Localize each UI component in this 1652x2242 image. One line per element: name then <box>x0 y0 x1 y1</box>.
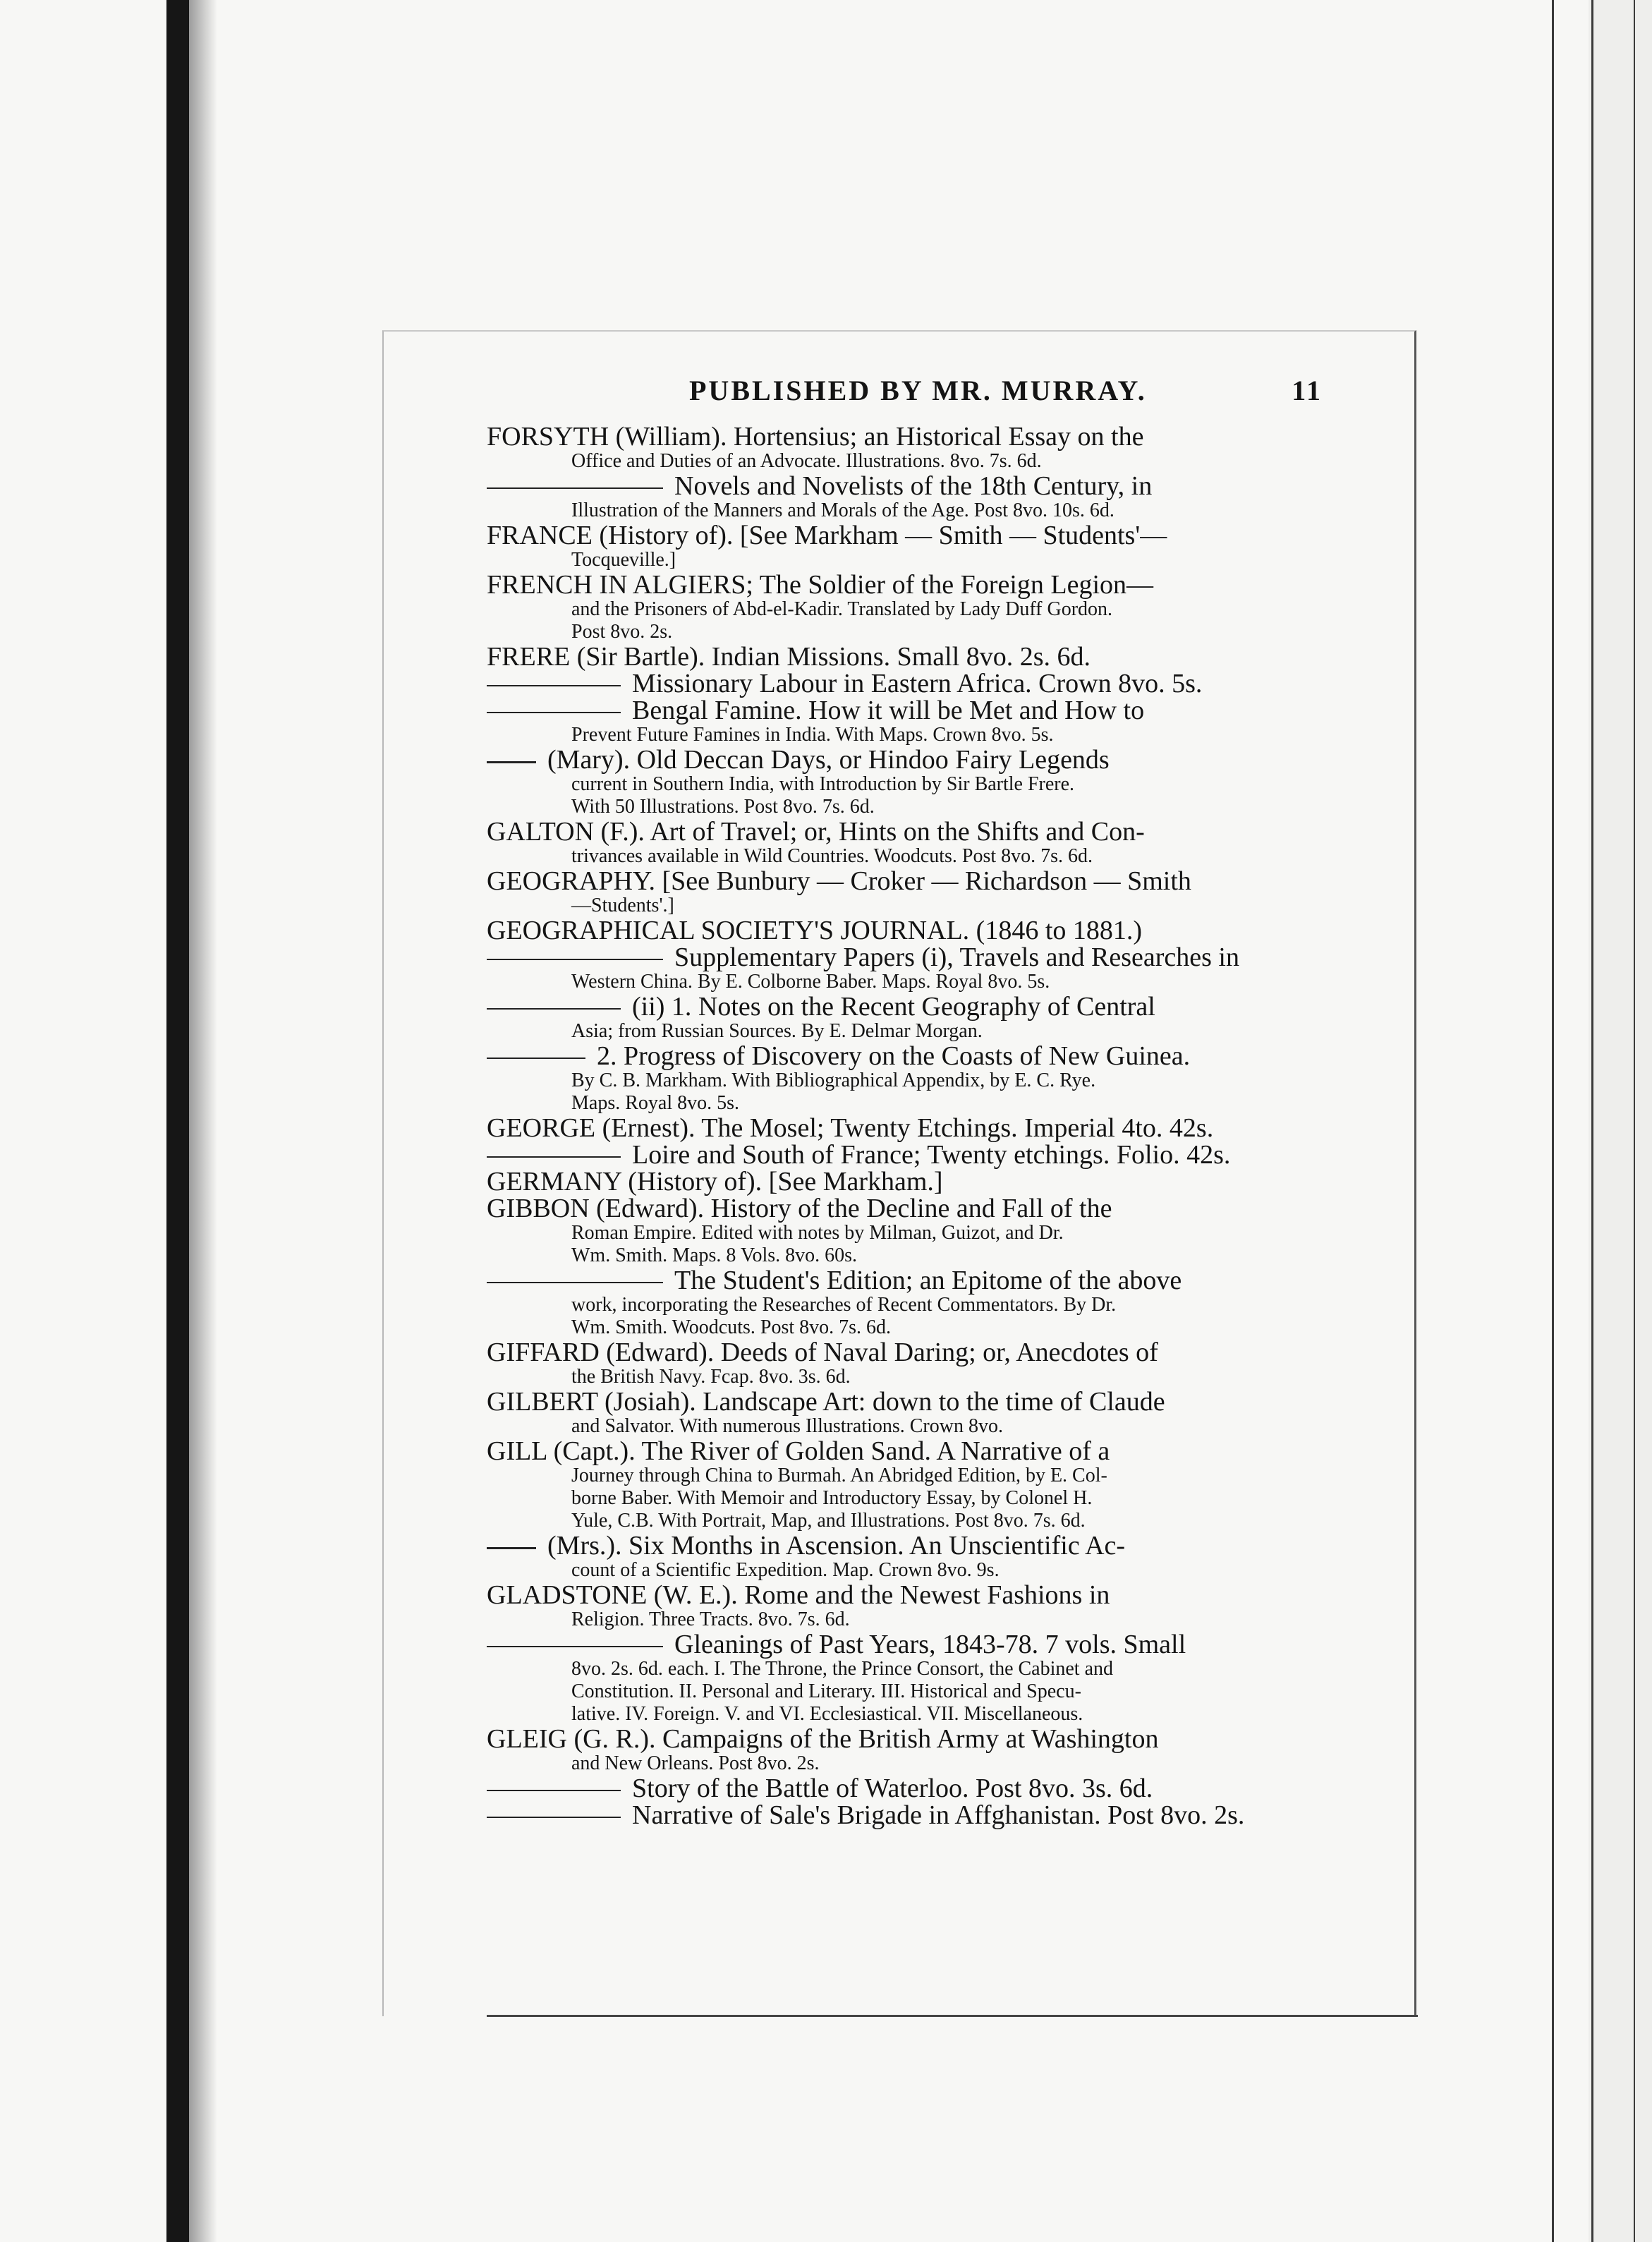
entry-heading: GILL (Capt.). The River of Golden Sand. A Narrative of a <box>487 1436 1110 1466</box>
entry-heading: GEOGRAPHICAL SOCIETY'S JOURNAL. (1846 to 1881.) <box>487 916 1143 945</box>
entry-heading: Supplementary Papers (i), Travels and Researches in <box>674 943 1239 972</box>
entry-heading: FORSYTH (William). Hortensius; an Historical Essay on the <box>487 422 1144 452</box>
entry-heading: FRANCE (History of). [See Markham — Smith — Students'— <box>487 521 1167 550</box>
catalogue-entry <box>487 423 1326 473</box>
entry-detail: Roman Empire. Edited with notes by Milman, Guizot, and Dr. <box>571 1222 1064 1244</box>
entry-heading: GIFFARD (Edward). Deeds of Naval Daring; or, Anecdotes of <box>487 1338 1158 1367</box>
entry-detail: Constitution. II. Personal and Literary. III. Historical and Specu- <box>571 1680 1081 1702</box>
entry-detail: Office and Duties of an Advocate. Illustrations. 8vo. 7s. 6d. <box>571 450 1042 472</box>
entry-detail: 8vo. 2s. 6d. each. I. The Throne, the Prince Consort, the Cabinet and <box>571 1658 1114 1680</box>
entry-detail: and the Prisoners of Abd-el-Kadir. Translated by Lady Duff Gordon. <box>571 598 1113 620</box>
catalogue-entry <box>487 1267 1326 1339</box>
ditto-rule <box>487 761 536 763</box>
catalogue-entry <box>487 1726 1326 1775</box>
entry-detail: —Students'.] <box>571 895 674 916</box>
catalogue-entry <box>487 1802 1326 1829</box>
entry-detail: Wm. Smith. Woodcuts. Post 8vo. 7s. 6d. <box>571 1316 892 1338</box>
entry-heading: GALTON (F.). Art of Travel; or, Hints on the Shifts and Con- <box>487 817 1145 847</box>
catalogue-page <box>487 374 1326 1829</box>
ditto-rule <box>487 1156 621 1158</box>
catalogue-entry <box>487 1532 1326 1582</box>
running-title: PUBLISHED BY MR. MURRAY. <box>689 375 1147 406</box>
page-edge-line <box>1552 0 1554 2242</box>
running-header <box>487 374 1326 423</box>
catalogue-entry <box>487 1388 1326 1438</box>
ditto-rule <box>487 959 663 960</box>
catalogue-entry <box>487 917 1326 944</box>
book-spine-shadow <box>166 0 189 2242</box>
entry-detail: the British Navy. Fcap. 8vo. 3s. 6d. <box>571 1366 851 1388</box>
catalogue-entry <box>487 868 1326 917</box>
catalogue-entry <box>487 1582 1326 1631</box>
catalogue-entry <box>487 1775 1326 1802</box>
catalogue-entry <box>487 1195 1326 1267</box>
entry-heading: GILBERT (Josiah). Landscape Art: down to the time of Claude <box>487 1387 1165 1417</box>
page-number: 11 <box>1292 375 1323 406</box>
page-edge-line <box>1634 0 1635 2242</box>
catalogue-entry <box>487 1168 1326 1195</box>
ditto-rule <box>487 1008 621 1010</box>
entry-heading: GERMANY (History of). [See Markham.] <box>487 1167 943 1196</box>
entry-detail: trivances available in Wild Countries. Woodcuts. Post 8vo. 7s. 6d. <box>571 845 1093 867</box>
ditto-rule <box>487 1646 663 1647</box>
entry-heading: (Mary). Old Deccan Days, or Hindoo Fairy Legends <box>547 745 1110 775</box>
entry-heading: Missionary Labour in Eastern Africa. Crown 8vo. 5s. <box>632 669 1203 698</box>
catalogue-entry <box>487 1631 1326 1726</box>
entry-detail: current in Southern India, with Introduction by Sir Bartle Frere. <box>571 773 1075 795</box>
ditto-rule <box>487 1790 621 1791</box>
catalogue-entry <box>487 697 1326 746</box>
leaf-bottom-rule <box>487 2015 1418 2017</box>
catalogue-entry <box>487 571 1326 643</box>
ditto-rule <box>487 1282 663 1283</box>
entry-detail: count of a Scientific Expedition. Map. Crown 8vo. 9s. <box>571 1559 1000 1581</box>
catalogue-entry <box>487 993 1326 1043</box>
entry-detail: Tocqueville.] <box>571 549 676 571</box>
entry-heading: GEOGRAPHY. [See Bunbury — Croker — Richardson — Smith <box>487 866 1191 896</box>
catalogue-entry <box>487 1115 1326 1141</box>
ditto-rule <box>487 1547 536 1549</box>
catalogue-entry <box>487 1043 1326 1115</box>
entry-heading: Gleanings of Past Years, 1843-78. 7 vols. Small <box>674 1630 1186 1659</box>
entry-detail: With 50 Illustrations. Post 8vo. 7s. 6d. <box>571 796 875 818</box>
entry-heading: Loire and South of France; Twenty etchings. Folio. 42s. <box>632 1140 1231 1170</box>
entry-detail: and New Orleans. Post 8vo. 2s. <box>571 1752 820 1774</box>
ditto-rule <box>487 487 663 489</box>
entry-heading: GEORGE (Ernest). The Mosel; Twenty Etchings. Imperial 4to. 42s. <box>487 1113 1214 1143</box>
entry-detail: Yule, C.B. With Portrait, Map, and Illustrations. Post 8vo. 7s. 6d. <box>571 1510 1086 1532</box>
catalogue-entry <box>487 522 1326 571</box>
entry-detail: and Salvator. With numerous Illustrations. Crown 8vo. <box>571 1415 1003 1437</box>
entry-detail: Asia; from Russian Sources. By E. Delmar Morgan. <box>571 1020 983 1042</box>
entry-heading: FRERE (Sir Bartle). Indian Missions. Small 8vo. 2s. 6d. <box>487 642 1091 672</box>
entry-detail: Maps. Royal 8vo. 5s. <box>571 1092 739 1114</box>
entry-detail: Wm. Smith. Maps. 8 Vols. 8vo. 60s. <box>571 1244 858 1266</box>
ditto-rule <box>487 1817 621 1818</box>
catalogue-entry <box>487 746 1326 818</box>
ditto-rule <box>487 1058 585 1059</box>
ditto-rule <box>487 685 621 686</box>
entry-heading: FRENCH IN ALGIERS; The Soldier of the Foreign Legion— <box>487 570 1154 600</box>
catalogue-entry <box>487 1339 1326 1388</box>
entry-heading: (ii) 1. Notes on the Recent Geography of Central <box>632 992 1155 1022</box>
entry-detail: By C. B. Markham. With Bibliographical Appendix, by E. C. Rye. <box>571 1070 1096 1091</box>
entry-detail: Western China. By E. Colborne Baber. Maps. Royal 8vo. 5s. <box>571 971 1050 993</box>
catalogue-entry <box>487 1141 1326 1168</box>
page-edge-line <box>1591 0 1593 2242</box>
catalogue-entry <box>487 818 1326 868</box>
entry-heading: Bengal Famine. How it will be Met and How to <box>632 696 1145 725</box>
catalogue-entry <box>487 944 1326 993</box>
entry-heading: Narrative of Sale's Brigade in Affghanistan. Post 8vo. 2s. <box>632 1800 1245 1830</box>
entry-heading: GLADSTONE (W. E.). Rome and the Newest Fashions in <box>487 1580 1110 1610</box>
entry-heading: (Mrs.). Six Months in Ascension. An Unscientific Ac- <box>547 1531 1126 1561</box>
entry-detail: lative. IV. Foreign. V. and VI. Ecclesiastical. VII. Miscellaneous. <box>571 1703 1083 1725</box>
page-edge-right <box>1589 0 1652 2242</box>
catalogue-entry <box>487 670 1326 697</box>
entry-detail: work, incorporating the Researches of Recent Commentators. By Dr. <box>571 1294 1117 1316</box>
entry-detail: Illustration of the Manners and Morals of the Age. Post 8vo. 10s. 6d. <box>571 499 1115 521</box>
ditto-rule <box>487 712 621 713</box>
entry-detail: Journey through China to Burmah. An Abridged Edition, by E. Col- <box>571 1465 1107 1486</box>
entry-detail: Religion. Three Tracts. 8vo. 7s. 6d. <box>571 1608 850 1630</box>
catalogue-entry <box>487 643 1326 670</box>
catalogue-entry <box>487 473 1326 522</box>
entry-heading: GIBBON (Edward). History of the Decline and Fall of the <box>487 1194 1112 1223</box>
entry-detail: Post 8vo. 2s. <box>571 621 673 643</box>
catalogue-entry <box>487 1438 1326 1532</box>
entry-heading: Story of the Battle of Waterloo. Post 8vo. 3s. 6d. <box>632 1774 1153 1803</box>
gutter-gradient <box>189 0 217 2242</box>
entry-detail: borne Baber. With Memoir and Introductory Essay, by Colonel H. <box>571 1487 1093 1509</box>
entry-heading: 2. Progress of Discovery on the Coasts of New Guinea. <box>597 1041 1191 1071</box>
entry-heading: The Student's Edition; an Epitome of the above <box>674 1266 1182 1295</box>
entry-detail: Prevent Future Famines in India. With Maps. Crown 8vo. 5s. <box>571 724 1054 746</box>
entry-heading: Novels and Novelists of the 18th Century, in <box>674 471 1153 501</box>
entry-heading: GLEIG (G. R.). Campaigns of the British Army at Washington <box>487 1724 1159 1754</box>
